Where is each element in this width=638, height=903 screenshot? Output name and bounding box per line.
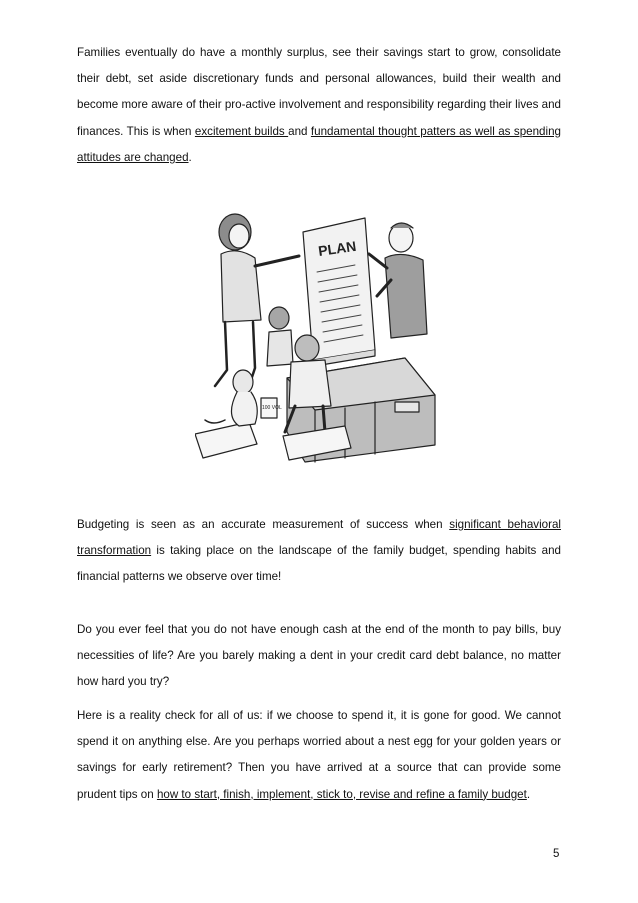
paragraph-reality-check bbox=[77, 703, 561, 808]
paragraph-text: . bbox=[188, 150, 192, 164]
paragraph-text: Families eventually do have a monthly surplus, see their savings start to grow, consolidate their debt, set aside discretionary funds and personal allowances, build their wealth and become more aware of their pro-active involvement and responsibility regarding their lives and finances. This is when bbox=[77, 46, 561, 138]
paragraph-text: is taking place on the landscape of the family budget, spending habits and financial patterns we observe over time! bbox=[77, 544, 561, 584]
link-family-budget-tips[interactable]: how to start, finish, implement, stick to, revise and refine a family budget bbox=[156, 787, 527, 801]
page-number: 5 bbox=[553, 848, 560, 860]
paragraph-budgeting bbox=[77, 512, 561, 591]
plan-label: PLAN bbox=[317, 237, 358, 259]
paragraph-text: Here is a reality check for all of us: if we choose to spend it, it is gone for good. We cannot spend it on anything else. Are you perhaps worried about a nest egg for your golden years or savings for early retirement? Then you have arrived at a source that can provide some prudent tips on bbox=[77, 709, 561, 801]
paragraph-text: Budgeting is seen as an accurate measurement of success when bbox=[77, 518, 450, 531]
link-significant-behavioral-transformation[interactable]: significant behavioral transformation bbox=[77, 518, 561, 558]
can-label: 100 VOL bbox=[262, 405, 282, 411]
paragraph-text: . bbox=[526, 787, 531, 801]
paragraph-surplus bbox=[77, 40, 561, 171]
paragraph-text: and bbox=[288, 124, 311, 138]
link-excitement-builds[interactable]: excitement builds bbox=[194, 124, 289, 138]
link-fundamental-thought-patterns[interactable]: fundamental thought patters as well as spending attitudes are changed bbox=[77, 124, 561, 164]
paragraph-questions: Do you ever feel that you do not have enough cash at the end of the month to pay bills, buy necessities of life? Are you barely making a dent in your credit card debt balance, no matter how hard you try? bbox=[77, 623, 561, 689]
family-plan-illustration bbox=[195, 210, 455, 472]
